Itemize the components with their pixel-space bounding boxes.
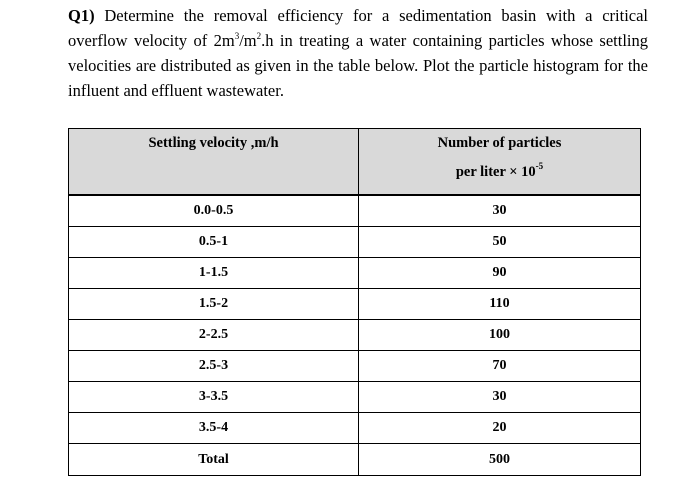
table-row	[69, 227, 641, 258]
particle-count-cell: 100	[359, 320, 641, 351]
particle-count-cell: 30	[359, 195, 641, 227]
particle-count-cell: 90	[359, 258, 641, 289]
table-row	[69, 258, 641, 289]
settling-velocity-table	[68, 128, 641, 476]
question-paragraph	[68, 3, 648, 103]
velocity-range-cell: 3.5-4	[69, 413, 359, 444]
header-settling-velocity: Settling velocity ,m/h	[69, 129, 359, 196]
particle-count-cell: 20	[359, 413, 641, 444]
table-row	[69, 351, 641, 382]
table-row	[69, 320, 641, 351]
settling-velocity-table-container	[68, 128, 640, 476]
unit-middle: /m	[239, 31, 257, 50]
table-row	[69, 195, 641, 227]
table-row	[69, 382, 641, 413]
table-total-row	[69, 444, 641, 476]
velocity-range-cell: 1.5-2	[69, 289, 359, 320]
question-text	[68, 3, 648, 103]
unit-superscript-2: 2	[256, 31, 262, 41]
particle-count-cell: 110	[359, 289, 641, 320]
particle-count-cell: 50	[359, 227, 641, 258]
header-exponent: -5	[535, 161, 544, 171]
velocity-range-cell: 2.5-3	[69, 351, 359, 382]
table-header-row	[69, 129, 641, 196]
header-number-of-particles: Number of particles per liter × $10^{-5}$	[359, 129, 641, 196]
velocity-range-cell: 0.0-0.5	[69, 195, 359, 227]
question-body-part2: .h in treating a water containing particles whose settling velocities are distributed as given in the table below. Plot the particle histogram for the influent and effluent wastewater.	[68, 31, 648, 100]
velocity-range-cell: 1-1.5	[69, 258, 359, 289]
particle-count-cell: 70	[359, 351, 641, 382]
total-count-cell: 500	[359, 444, 641, 476]
total-label-cell: Total	[69, 444, 359, 476]
velocity-range-cell: 0.5-1	[69, 227, 359, 258]
question-body-part1: Determine the removal efficiency for a sedimentation basin with a critical overflow velocity of 2m	[68, 6, 649, 50]
header-units: per liter × $10^{-5}$	[455, 161, 544, 180]
velocity-range-cell: 2-2.5	[69, 320, 359, 351]
particle-count-cell: 30	[359, 382, 641, 413]
table-row	[69, 289, 641, 320]
table-row	[69, 413, 641, 444]
question-label: Q1)	[68, 6, 95, 25]
velocity-range-cell: 3-3.5	[69, 382, 359, 413]
unit-superscript-3: 3	[234, 31, 240, 41]
